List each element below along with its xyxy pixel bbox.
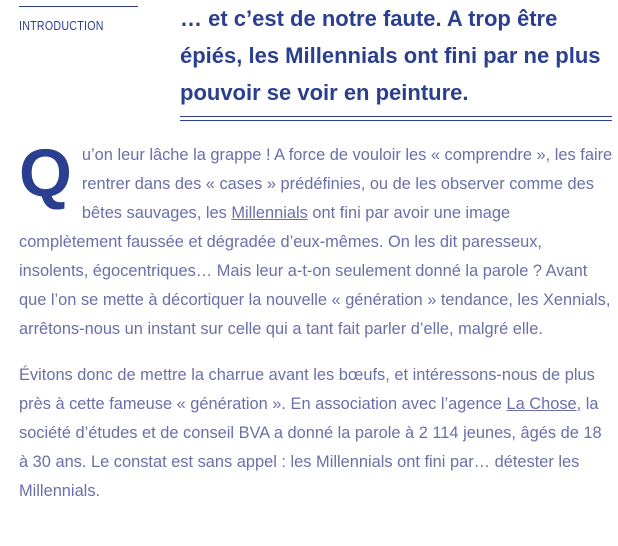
lead-paragraph: … et c’est de notre faute. A trop être épiés, les Millennials ont fini par ne plus pouvoir se voir en peinture. xyxy=(180,6,601,105)
lead-divider xyxy=(180,116,612,121)
paragraph-2-text-b: , la société d’études et de conseil BVA a donné la parole à 2 114 jeunes, âgés de 18 à 30 ans. Le constat est sans appel : les Millennials ont fini par… détester les Millennials. xyxy=(19,395,602,500)
article-paragraph-1 xyxy=(19,135,615,344)
paragraph-1-text-a: u’on leur lâche la grappe ! A force de vouloir les « comprendre », les faire rentrer dans des « cases » prédéfinies, ou de les observer comme des bêtes sauvages, les xyxy=(81,146,613,222)
paragraph-1-text-b: ont fini par avoir une image complètement faussée et dégradée d’eux-mêmes. On les dit paresseux, insolents, égocentriques… Mais leur a-t-on seulement donné la parole ? Avant que l’on se mette à décortiquer la nouvelle « génération » tendance, les Xennials, arrêtons-nous un instant sur celle qui a tant fait parler d’elle, malgré elle. xyxy=(19,204,611,338)
paragraph-2-text-a: Évitons donc de mettre la charrue avant les bœufs, et intéressons-nous de plus près à cette fameuse « génération ». En association avec l’agence xyxy=(19,366,595,413)
la-chose-link[interactable]: La Chose xyxy=(506,395,577,413)
millennials-link[interactable]: Millennials xyxy=(231,204,308,222)
section-label: INTRODUCTION xyxy=(19,18,104,33)
article-body xyxy=(19,135,615,523)
section-label-rule xyxy=(19,6,138,7)
drop-cap: Q xyxy=(19,135,72,211)
article-paragraph-2 xyxy=(19,361,615,506)
